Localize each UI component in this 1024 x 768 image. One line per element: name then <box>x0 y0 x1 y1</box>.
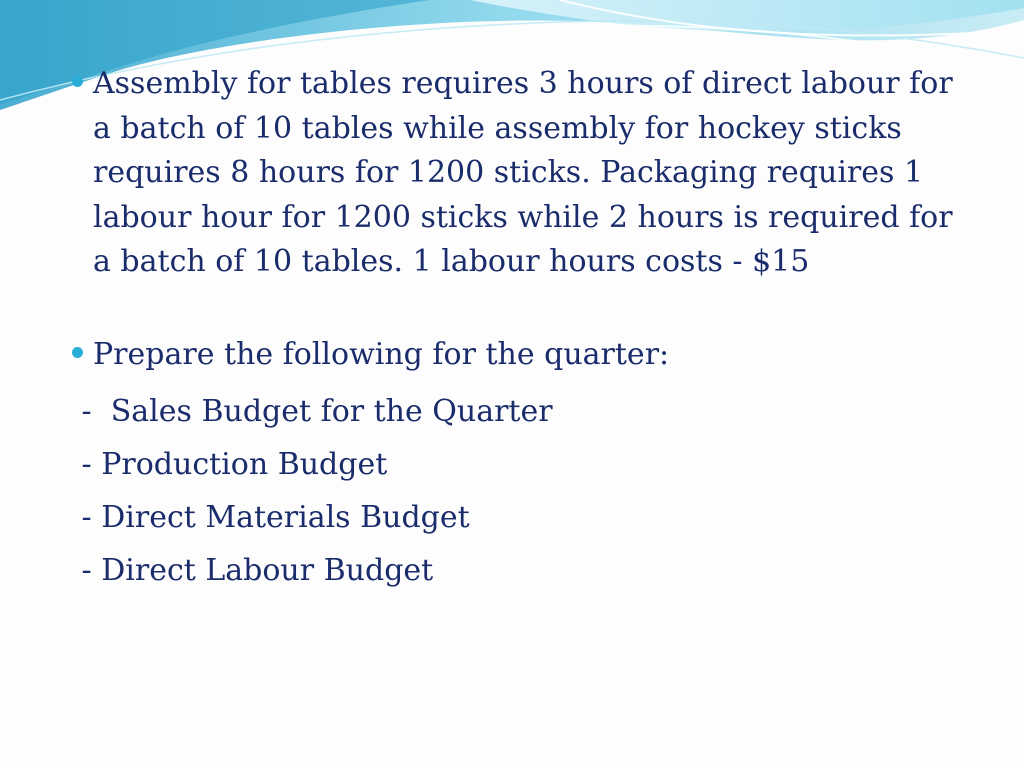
bullet-dot-icon <box>72 347 83 358</box>
list-item: - Direct Labour Budget <box>72 553 434 588</box>
bullet-item <box>70 62 970 285</box>
bullet-item <box>70 333 970 378</box>
bullet-text: Assembly for tables requires 3 hours of direct labour for a batch of 10 tables while assembly for hockey sticks requires 8 hours for 1200 sticks. Packaging requires 1 labour hour for 1200 sticks while 2 hours is required for a batch of 10 tables. 1 labour hours costs - $15 <box>93 66 953 279</box>
list-item: - Direct Materials Budget <box>72 500 470 535</box>
bullet-dot-icon <box>72 76 83 87</box>
bullet-text: Prepare the following for the quarter: <box>93 336 670 372</box>
list-item: - Sales Budget for the Quarter <box>72 394 553 429</box>
budget-list <box>70 385 970 597</box>
list-item: - Production Budget <box>72 447 388 482</box>
slide-content <box>70 62 970 597</box>
